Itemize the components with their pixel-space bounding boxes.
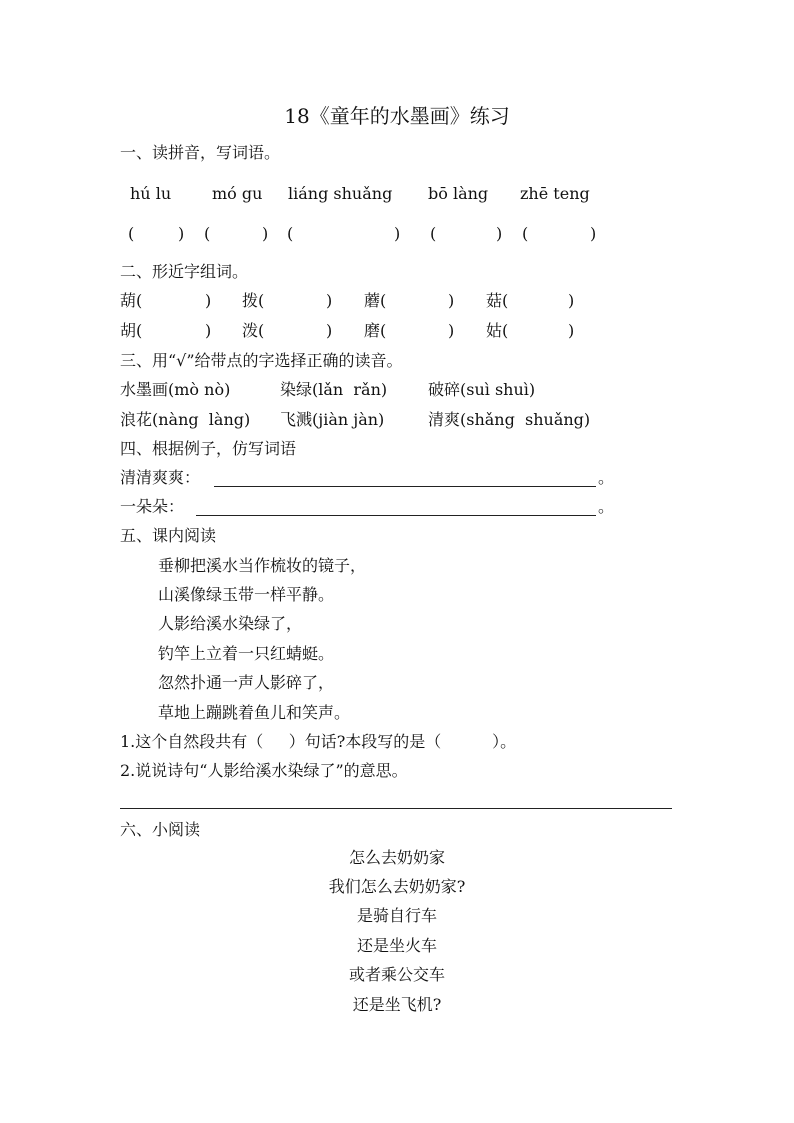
char-bracket-close: ) [326, 291, 333, 310]
pinyin-item: mó gu [212, 184, 263, 203]
imitation-prompt: 清清爽爽： [120, 468, 201, 487]
question-1: 1.这个自然段共有（ ）句话?本段写的是（ ）。 [120, 732, 517, 751]
answer-bracket-close: ) [178, 224, 185, 243]
reading-choice: 清爽(shǎng shuǎng) [428, 410, 591, 429]
char-bracket-close: ) [205, 291, 212, 310]
reading-choice: 水墨画(mò nò) [120, 380, 231, 399]
answer-bracket-open: ( [204, 224, 211, 243]
answer-bracket-open: ( [522, 224, 529, 243]
answer-bracket-close: ) [496, 224, 503, 243]
reading-choice: 浪花(nàng làng) [120, 410, 251, 429]
section-4-heading: 四、根据例子，仿写词语 [120, 439, 297, 458]
section-2-heading: 二、形近字组词。 [120, 262, 249, 281]
answer-bracket-close: ) [590, 224, 597, 243]
reading-choice: 飞溅(jiàn jàn) [280, 410, 385, 429]
pinyin-item: zhē teng [520, 184, 590, 203]
poem-title: 怎么去奶奶家 [348, 848, 445, 867]
answer-line [120, 808, 672, 809]
poem-line: 草地上蹦跳着鱼儿和笑声。 [158, 703, 351, 722]
char-item: 菇( [486, 291, 509, 310]
poem-line: 垂柳把溪水当作梳妆的镜子， [158, 556, 367, 575]
poem-line: 还是坐火车 [356, 936, 437, 955]
char-bracket-close: ) [568, 321, 575, 340]
imitation-prompt: 一朵朵： [120, 497, 185, 516]
char-item: 拨( [242, 291, 265, 310]
answer-bracket-open: ( [287, 224, 294, 243]
char-bracket-close: ) [448, 321, 455, 340]
char-item: 胡( [120, 321, 143, 340]
char-bracket-close: ) [448, 291, 455, 310]
char-bracket-close: ) [326, 321, 333, 340]
poem-line: 是骑自行车 [356, 906, 437, 925]
poem-line: 钓竿上立着一只红蜻蜓。 [158, 644, 335, 663]
poem-line: 人影给溪水染绿了， [158, 614, 303, 633]
char-bracket-close: ) [205, 321, 212, 340]
section-1-heading: 一、读拼音，写词语。 [120, 143, 281, 162]
char-item: 磨( [364, 321, 387, 340]
section-6-heading: 六、小阅读 [120, 820, 201, 839]
answer-bracket-close: ) [262, 224, 269, 243]
reading-choice: 染绿(lǎn rǎn) [280, 380, 388, 399]
reading-choice: 破碎(suì shuì) [428, 380, 536, 399]
page-title: 18《童年的水墨画》练习 [284, 104, 510, 128]
pinyin-item: hú lu [130, 184, 172, 203]
char-item: 葫( [120, 291, 143, 310]
poem-line: 我们怎么去奶奶家? [328, 877, 466, 896]
poem-line: 还是坐飞机? [352, 995, 442, 1014]
pinyin-item: bō làng [428, 184, 489, 203]
char-bracket-close: ) [568, 291, 575, 310]
answer-line [196, 515, 596, 516]
poem-line: 忽然扑通一声人影碎了， [158, 673, 335, 692]
answer-bracket-close: ) [394, 224, 401, 243]
section-3-heading: 三、用“√”给带点的字选择正确的读音。 [120, 351, 403, 370]
section-5-heading: 五、课内阅读 [120, 526, 217, 545]
poem-line: 或者乘公交车 [348, 965, 445, 984]
period: 。 [598, 497, 615, 516]
pinyin-item: liáng shuǎng [288, 184, 393, 203]
period: 。 [598, 468, 615, 487]
answer-bracket-open: ( [430, 224, 437, 243]
poem-line: 山溪像绿玉带一样平静。 [158, 585, 335, 604]
char-item: 泼( [242, 321, 265, 340]
char-item: 姑( [486, 321, 509, 340]
question-2: 2.说说诗句“人影给溪水染绿了”的意思。 [120, 761, 408, 780]
answer-bracket-open: ( [128, 224, 135, 243]
char-item: 蘑( [364, 291, 387, 310]
answer-line [214, 486, 596, 487]
